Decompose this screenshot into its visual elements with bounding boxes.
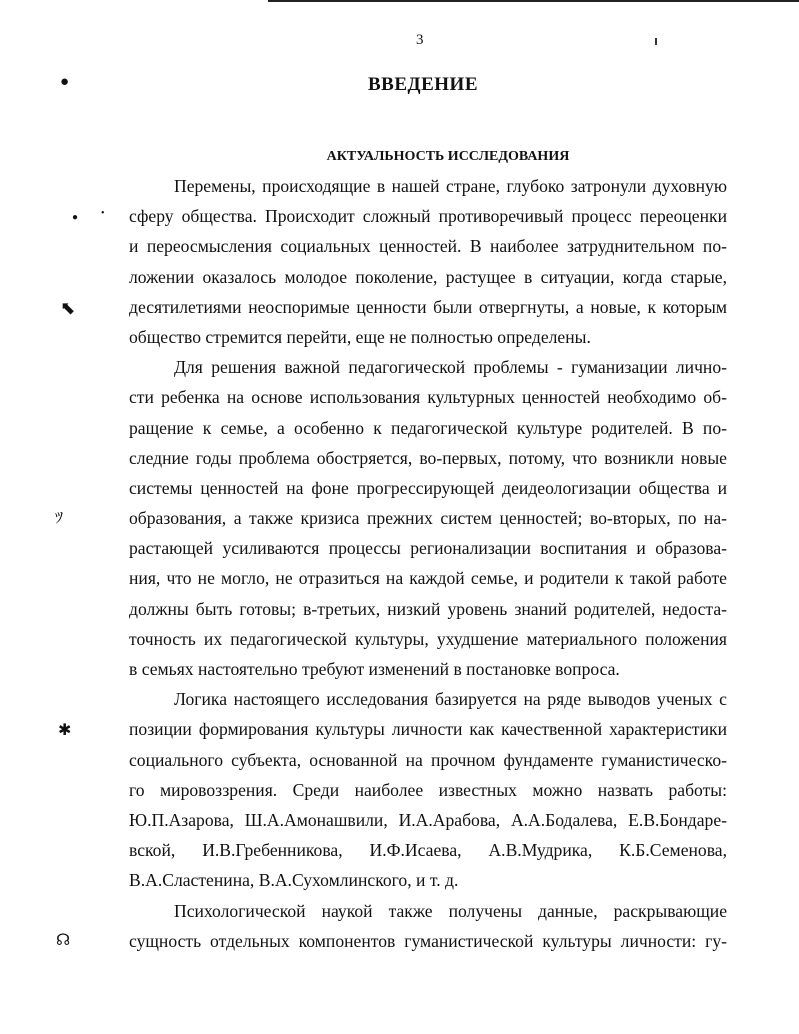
scan-artifact-mark: ✱ bbox=[58, 722, 72, 739]
text-line: растающей усиливаются процессы регионализации воспитания и образова- bbox=[129, 538, 727, 559]
text-line: ложении оказалось молодое поколение, растущее в ситуации, когда старые, bbox=[129, 266, 727, 287]
text-line: Логика настоящего исследования базируется на ряде выводов ученых с bbox=[174, 689, 727, 710]
text-line: общество стремится перейти, еще не полностью определены. bbox=[129, 326, 591, 347]
text-line: ращение к семье, а особенно к педагогической культуре родителей. В по- bbox=[129, 417, 727, 438]
text-line: В.А.Сластенина, В.А.Сухомлинского, и т. д. bbox=[129, 870, 459, 891]
text-line: позиции формирования культуры личности как качественной характеристики bbox=[129, 719, 727, 740]
section-heading: АКТУАЛЬНОСТЬ ИССЛЕДОВАНИЯ bbox=[326, 149, 570, 164]
text-line: и переосмысления социальных ценностей. В наиболее затруднительном по- bbox=[129, 236, 727, 257]
body-text bbox=[129, 171, 727, 956]
text-line: ния, что не могло, не отразиться на каждой семье, и родители к такой работе bbox=[129, 568, 727, 589]
text-line: го мировоззрения. Среди наиболее известных можно назвать работы: bbox=[129, 779, 727, 800]
text-line: сферу общества. Происходит сложный противоречивый процесс переоценки bbox=[129, 206, 727, 227]
text-line: вской, И.В.Гребенникова, И.Ф.Исаева, А.В.Мудрика, К.Б.Семенова, bbox=[129, 840, 727, 861]
page-number: 3 bbox=[416, 32, 424, 48]
scan-artifact-mark: ﾂ bbox=[55, 510, 64, 527]
text-line: следние годы проблема обостряется, во-первых, потому, что возникли новые bbox=[129, 447, 727, 468]
text-line: должны быть готовы; в-третьих, низкий уровень знаний родителей, недоста- bbox=[129, 598, 727, 619]
text-line: точность их педагогической культуры, ухудшение материального положения bbox=[129, 628, 727, 649]
text-line: в семьях настоятельно требуют изменений в постановке вопроса. bbox=[129, 659, 620, 679]
page-title: ВВЕДЕНИЕ bbox=[368, 74, 478, 95]
top-rule bbox=[268, 0, 799, 2]
text-line: Для решения важной педагогической проблемы - гуманизации лично- bbox=[174, 357, 727, 378]
text-line: сти ребенка на основе использования культурных ценностей необходимо об- bbox=[129, 387, 727, 408]
scan-artifact-mark: ☊ bbox=[56, 932, 71, 949]
scan-artifact-dot: ● bbox=[72, 212, 79, 223]
text-line: Перемены, происходящие в нашей стране, глубоко затронули духовную bbox=[174, 176, 727, 196]
text-line: социального субъекта, основанной на прочном фундаменте гуманистическо- bbox=[129, 749, 727, 770]
text-line: десятилетиями неоспоримые ценности были отвергнуты, а новые, к которым bbox=[129, 296, 727, 317]
text-line: системы ценностей на фоне прогрессирующей деидеологизации общества и bbox=[129, 477, 727, 498]
scan-artifact-dot: • bbox=[101, 208, 105, 219]
scan-speck bbox=[655, 38, 657, 45]
scan-artifact-mark: ⬉ bbox=[60, 298, 76, 318]
scan-artifact-mark: ● bbox=[60, 74, 70, 90]
text-line: Ю.П.Азарова, Ш.А.Амонашвили, И.А.Арабова, А.А.Бодалева, Е.В.Бондаре- bbox=[129, 809, 727, 830]
text-line: образования, а также кризиса прежних систем ценностей; во-вторых, по на- bbox=[129, 508, 727, 529]
text-line: сущность отдельных компонентов гуманистической культуры личности: гу- bbox=[129, 930, 727, 951]
text-line: Психологической наукой также получены данные, раскрывающие bbox=[174, 900, 727, 921]
